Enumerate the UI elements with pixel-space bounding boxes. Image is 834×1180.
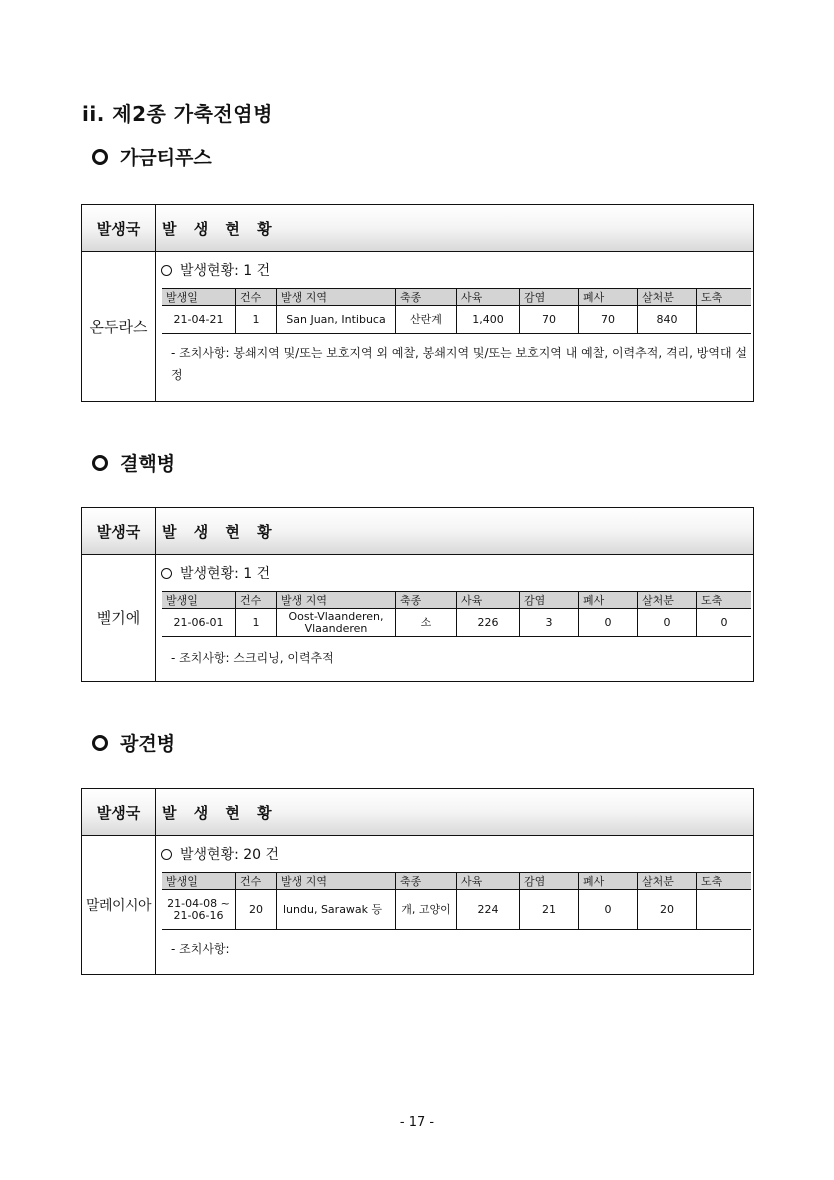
- col-header: 사육: [457, 873, 520, 890]
- country-name: 말레이시아: [82, 836, 156, 974]
- circle-bullet-icon: [92, 455, 108, 471]
- col-header: 감염: [520, 592, 579, 609]
- measures-text: - 조치사항:: [171, 942, 230, 956]
- section-title-text: 가금티푸스: [120, 147, 212, 169]
- circle-bullet-icon: [161, 265, 172, 276]
- header-country: 발생국: [82, 205, 156, 251]
- section-title-text: 결핵병: [120, 453, 176, 475]
- page-number: - 17 -: [399, 1115, 435, 1130]
- header-status: 발 생 현 황: [162, 803, 278, 822]
- header-status: 발 생 현 황: [162, 522, 278, 541]
- col-header: 감염: [520, 289, 579, 306]
- table-row: 21-04-21 1 San Juan, Intibuca 산란계 1,400 70 70 840: [162, 306, 751, 334]
- col-header: 살처분: [638, 289, 697, 306]
- circle-bullet-icon: [161, 849, 172, 860]
- circle-bullet-icon: [92, 149, 108, 165]
- header-country: 발생국: [82, 789, 156, 835]
- col-header: 도축: [697, 289, 752, 306]
- circle-bullet-icon: [161, 568, 172, 579]
- status-line: 발생현황: 1 건: [159, 555, 753, 591]
- box-header: [82, 789, 753, 836]
- table-row: 21-04-08 ~ 21-06-16 20 lundu, Sarawak 등 개, 고양이 224 21 0 20: [162, 890, 751, 930]
- occurrence-table: [162, 591, 751, 637]
- table-row: 21-06-01 1 Oost-Vlaanderen, Vlaanderen 소 226 3 0 0 0: [162, 609, 751, 637]
- col-header: 폐사: [579, 289, 638, 306]
- occurrence-box-1: [81, 204, 754, 402]
- measures-text: - 조치사항: 스크리닝, 이력추적: [171, 651, 334, 665]
- col-header: 축종: [396, 592, 457, 609]
- circle-bullet-icon: [92, 735, 108, 751]
- col-header: 건수: [236, 289, 277, 306]
- col-header: 건수: [236, 873, 277, 890]
- col-header: 폐사: [579, 873, 638, 890]
- section-title-text: 광견병: [120, 733, 176, 755]
- col-header: 발생일: [162, 289, 236, 306]
- col-header: 사육: [457, 592, 520, 609]
- col-header: 폐사: [579, 592, 638, 609]
- status-line: 발생현황: 1 건: [159, 252, 753, 288]
- status-line: 발생현황: 20 건: [159, 836, 753, 872]
- country-name: 벨기에: [82, 555, 156, 681]
- occurrence-box-2: [81, 507, 754, 682]
- measures-text: - 조치사항: 봉쇄지역 및/또는 보호지역 외 예찰, 봉쇄지역 및/또는 보호지역 내 예찰, 이력추적, 격리, 방역대 설정: [171, 346, 747, 382]
- country-name: 온두라스: [82, 252, 156, 401]
- col-header: 건수: [236, 592, 277, 609]
- page-heading: ii. 제2종 가축전염병: [82, 102, 273, 126]
- section-title-2: [92, 449, 175, 476]
- header-status: 발 생 현 황: [162, 219, 278, 238]
- col-header: 발생일: [162, 592, 236, 609]
- box-header: [82, 508, 753, 555]
- col-header: 도축: [697, 592, 752, 609]
- occurrence-box-3: [81, 788, 754, 975]
- col-header: 살처분: [638, 592, 697, 609]
- section-title-3: [92, 729, 175, 756]
- occurrence-table: [162, 872, 751, 930]
- section-title-1: [92, 143, 212, 170]
- col-header: 발생 지역: [277, 873, 396, 890]
- col-header: 감염: [520, 873, 579, 890]
- col-header: 도축: [697, 873, 752, 890]
- col-header: 살처분: [638, 873, 697, 890]
- col-header: 축종: [396, 289, 457, 306]
- box-header: [82, 205, 753, 252]
- col-header: 발생 지역: [277, 592, 396, 609]
- col-header: 발생 지역: [277, 289, 396, 306]
- occurrence-table: [162, 288, 751, 334]
- col-header: 발생일: [162, 873, 236, 890]
- col-header: 축종: [396, 873, 457, 890]
- header-country: 발생국: [82, 508, 156, 554]
- col-header: 사육: [457, 289, 520, 306]
